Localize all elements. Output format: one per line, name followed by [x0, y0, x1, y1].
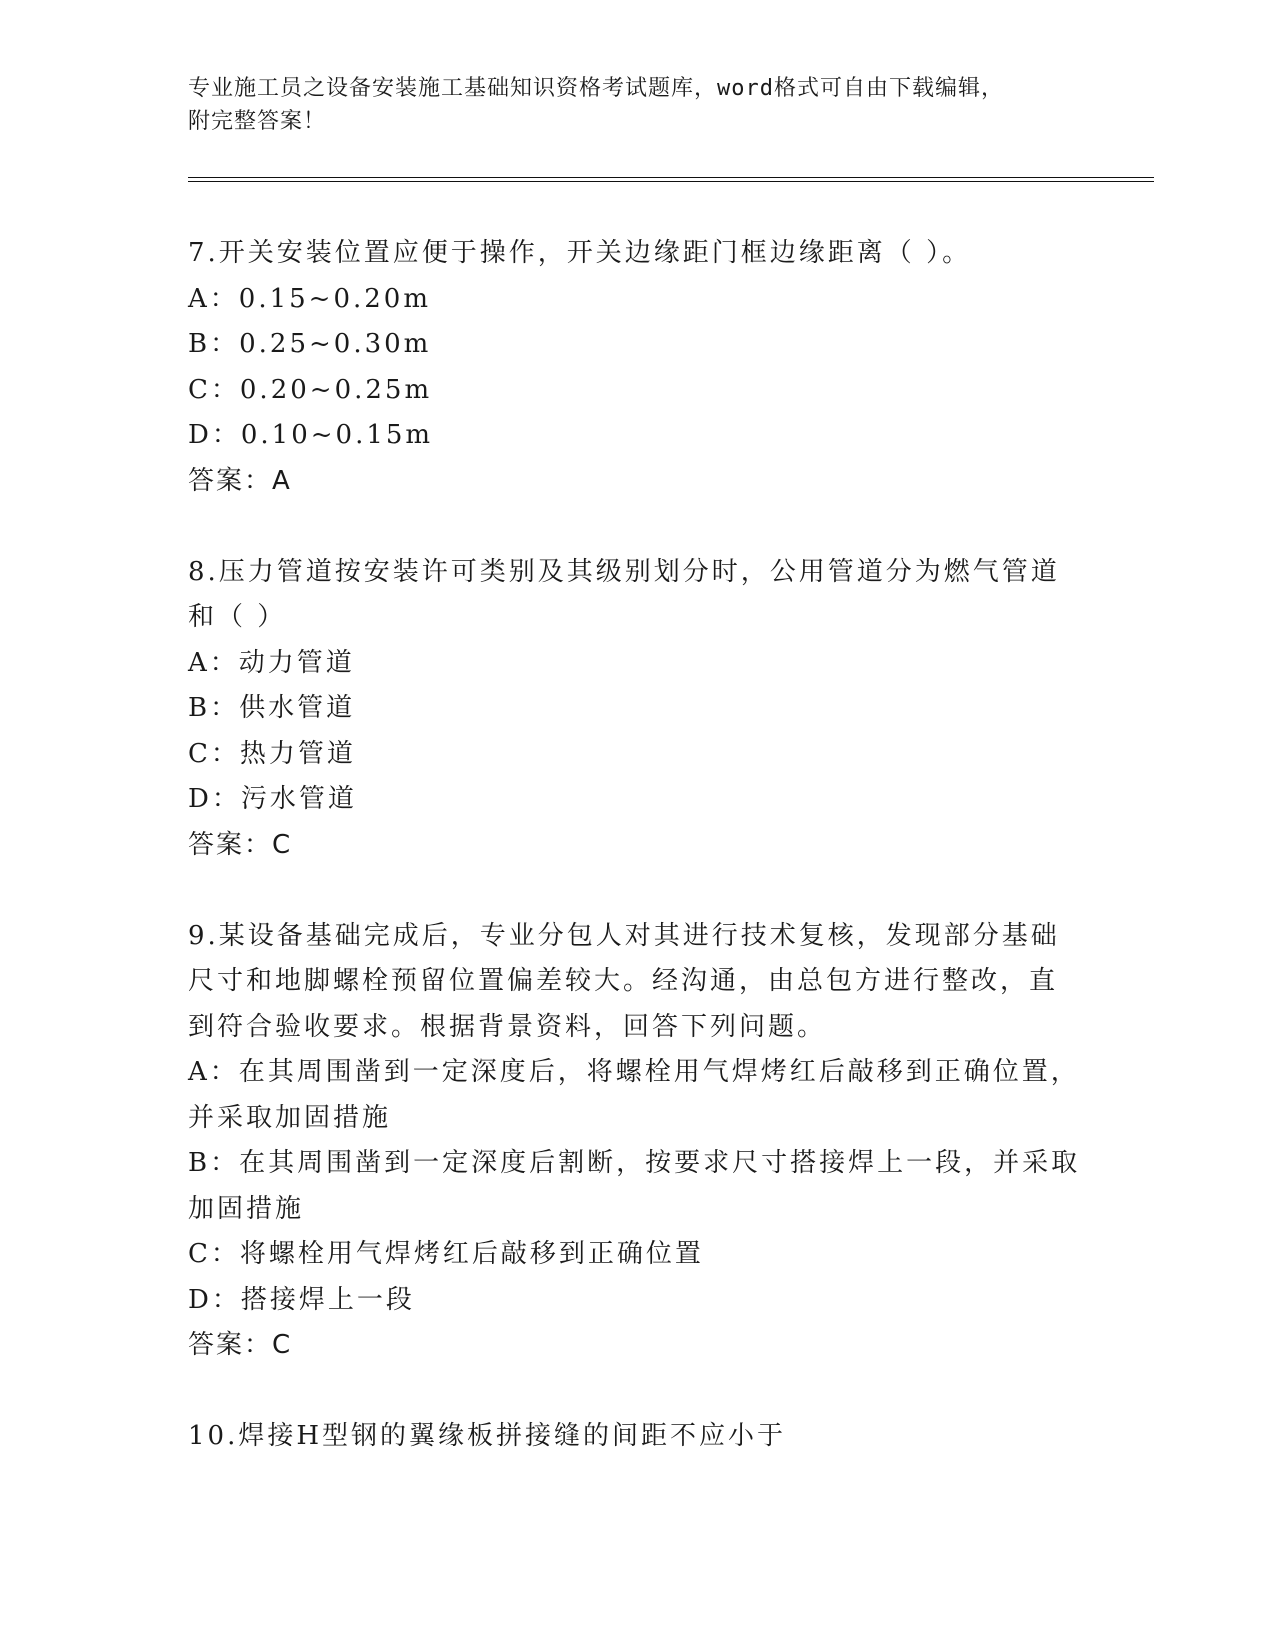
question-spacer — [188, 868, 1088, 914]
option-b: B：0.25~0.30m — [188, 329, 432, 359]
option-d: D：污水管道 — [188, 784, 357, 814]
option-a: A：动力管道 — [188, 647, 355, 678]
header-line-1: 专业施工员之设备安装施工基础知识资格考试题库，word格式可自由下载编辑， — [188, 76, 1004, 101]
option-d: D：0.10~0.15m — [188, 420, 434, 450]
option-b: B：在其周围凿到一定深度后割断，按要求尺寸搭接焊上一段，并采取 — [188, 1148, 1081, 1178]
question-9 — [188, 914, 1088, 1369]
option-a-cont: 并采取加固措施 — [188, 1102, 392, 1133]
question-spacer — [188, 504, 1088, 550]
question-stem: 8.压力管道按安装许可类别及其级别划分时，公用管道分为燃气管道 — [188, 556, 1060, 587]
option-b-cont: 加固措施 — [188, 1193, 305, 1224]
option-c: C：0.20~0.25m — [188, 374, 433, 405]
question-7 — [188, 231, 1088, 504]
option-c: C：将螺栓用气焊烤红后敲移到正确位置 — [188, 1239, 704, 1269]
answer-label: 答案：C — [188, 829, 293, 860]
question-stem: 9.某设备基础完成后，专业分包人对其进行技术复核，发现部分基础 — [188, 920, 1060, 951]
question-stem: 7.开关安装位置应便于操作，开关边缘距门框边缘距离（ ）。 — [188, 238, 972, 268]
question-stem-cont: 和（ ） — [188, 602, 287, 632]
option-d: D：搭接焊上一段 — [188, 1284, 415, 1315]
answer-label: 答案：A — [188, 465, 292, 496]
header-divider-top — [188, 177, 1154, 178]
header-divider-bottom — [188, 181, 1154, 182]
question-list — [188, 231, 1088, 1460]
question-10 — [188, 1414, 1088, 1460]
header-line-2: 附完整答案！ — [188, 109, 327, 134]
question-stem-cont: 尺寸和地脚螺栓预留位置偏差较大。经沟通，由总包方进行整改，直 — [188, 966, 1059, 996]
option-a: A：在其周围凿到一定深度后，将螺栓用气焊烤红后敲移到正确位置， — [188, 1057, 1080, 1087]
question-stem-cont: 到符合验收要求。根据背景资料，回答下列问题。 — [188, 1011, 827, 1042]
option-b: B：供水管道 — [188, 693, 356, 723]
question-stem: 10.焊接H型钢的翼缘板拼接缝的间距不应小于 — [188, 1421, 787, 1451]
option-c: C：热力管道 — [188, 738, 356, 769]
question-spacer — [188, 1369, 1088, 1415]
question-8 — [188, 550, 1088, 869]
document-header — [188, 72, 1068, 138]
answer-label: 答案：C — [188, 1330, 293, 1360]
option-a: A：0.15~0.20m — [188, 283, 431, 314]
